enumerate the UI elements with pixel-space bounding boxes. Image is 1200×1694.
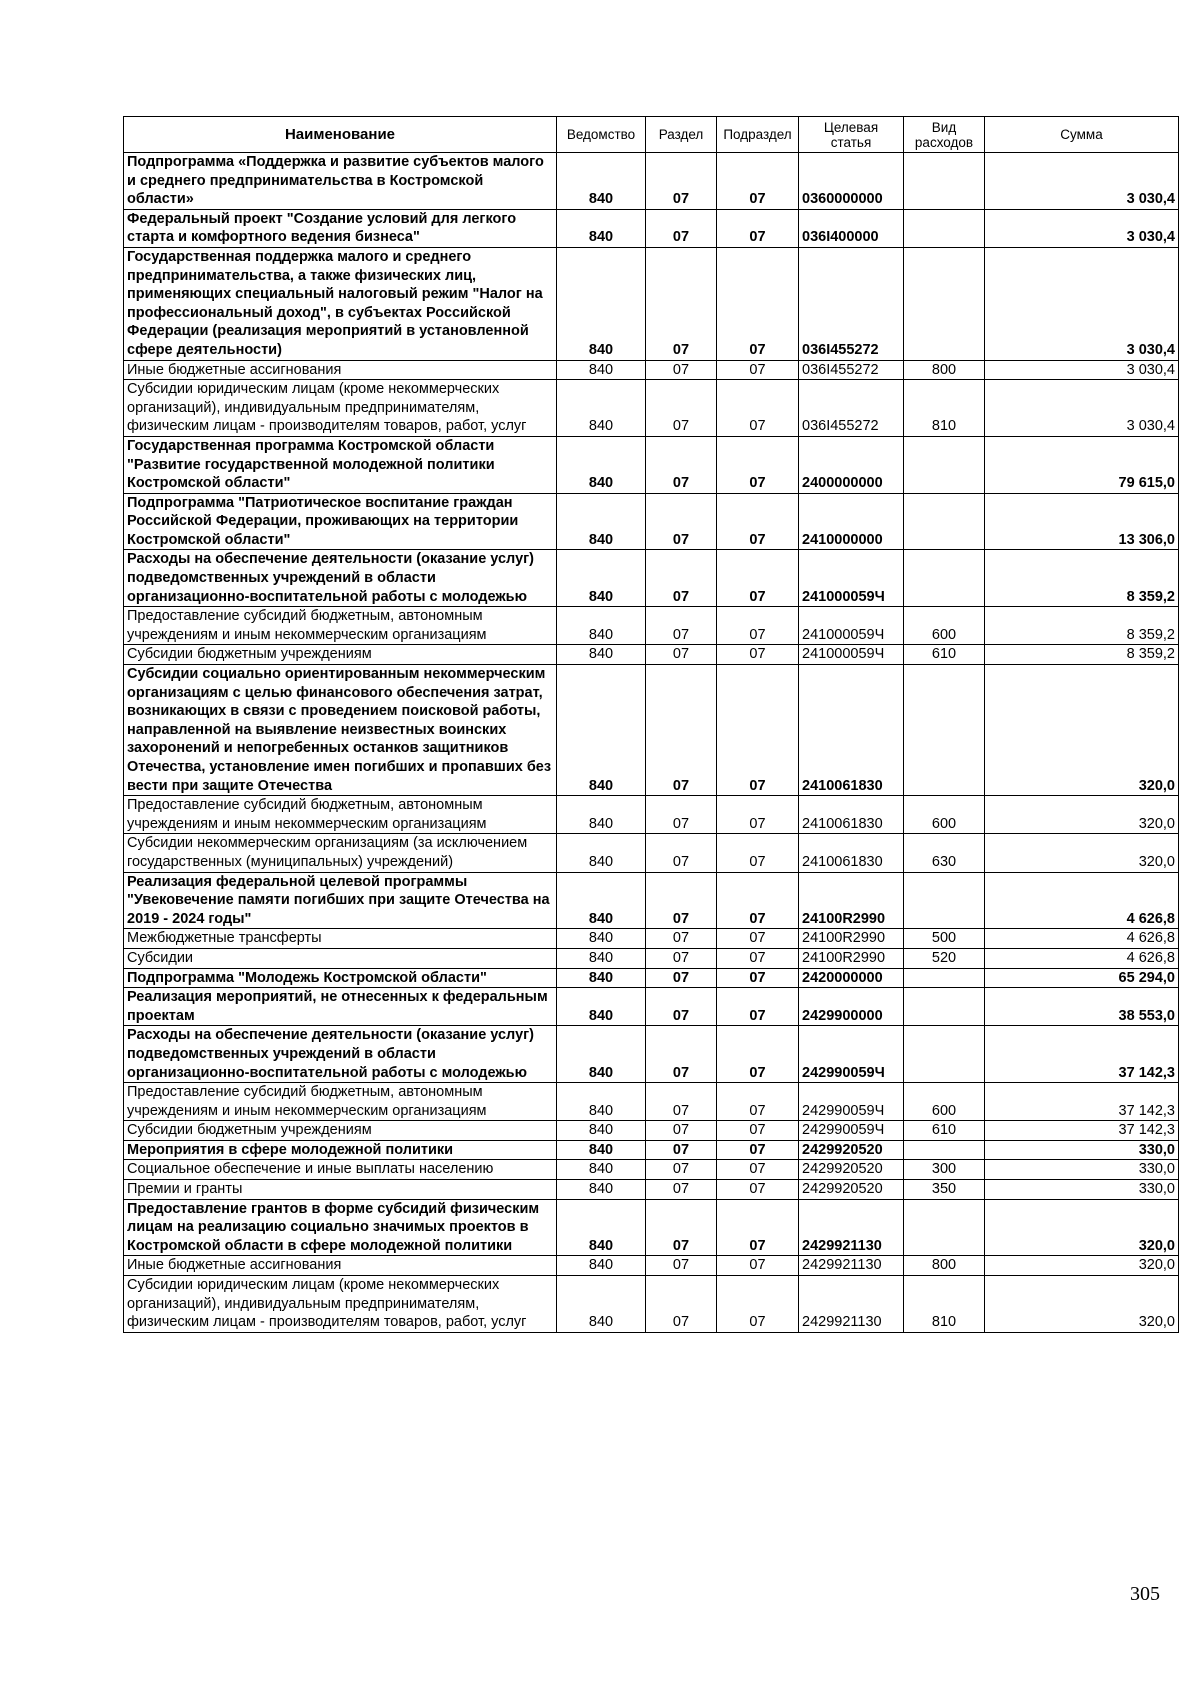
cell-vedomstvo: 840 <box>557 872 646 929</box>
header-podrazdel: Подраздел <box>717 117 799 153</box>
cell-summa: 3 030,4 <box>985 247 1179 360</box>
cell-name: Подпрограмма "Патриотическое воспитание граждан Российской Федерации, проживающих на территории Костромской области" <box>124 493 557 550</box>
cell-summa: 3 030,4 <box>985 153 1179 210</box>
cell-razdel: 07 <box>646 1083 717 1121</box>
cell-podrazdel: 07 <box>717 1199 799 1256</box>
table-row <box>124 607 1179 645</box>
table-row <box>124 360 1179 380</box>
cell-name: Государственная поддержка малого и среднего предпринимательства, а также физических лиц, применяющих специальный налоговый режим "Налог на профессиональный доход", в субъектах Российской Федерации (реализация мероприятий в установленной сфере деятельности) <box>124 247 557 360</box>
cell-podrazdel: 07 <box>717 1160 799 1180</box>
cell-summa: 37 142,3 <box>985 1026 1179 1083</box>
table-row <box>124 1180 1179 1200</box>
cell-name: Субсидии социально ориентированным некоммерческим организациям с целью финансового обеспечения затрат, возникающих в связи с проведением поисковой работы, направленной на выявление неизвестных воинских захоронений и непогребенных останков защитников Отечества, установление имен погибших и пропавших без вести при защите Отечества <box>124 665 557 796</box>
cell-vid-rashodov: 810 <box>904 380 985 437</box>
cell-vid-rashodov <box>904 1026 985 1083</box>
cell-vid-rashodov <box>904 968 985 988</box>
cell-celevaya-statya: 242990059Ч <box>799 1026 904 1083</box>
cell-name: Предоставление грантов в форме субсидий физическим лицам на реализацию социально значимых проектов в Костромской области в сфере молодежной политики <box>124 1199 557 1256</box>
cell-razdel: 07 <box>646 968 717 988</box>
cell-podrazdel: 07 <box>717 948 799 968</box>
cell-podrazdel: 07 <box>717 1121 799 1141</box>
cell-celevaya-statya: 24100R2990 <box>799 929 904 949</box>
cell-vedomstvo: 840 <box>557 1140 646 1160</box>
budget-table-container <box>123 116 1178 1333</box>
cell-summa: 4 626,8 <box>985 872 1179 929</box>
cell-razdel: 07 <box>646 665 717 796</box>
cell-razdel: 07 <box>646 360 717 380</box>
cell-name: Подпрограмма "Молодежь Костромской области" <box>124 968 557 988</box>
cell-podrazdel: 07 <box>717 834 799 872</box>
cell-name: Субсидии юридическим лицам (кроме некоммерческих организаций), индивидуальным предпринимателям, физическим лицам - производителям товаров, работ, услуг <box>124 380 557 437</box>
cell-podrazdel: 07 <box>717 209 799 247</box>
cell-name: Субсидии некоммерческим организациям (за исключением государственных (муниципальных) учреждений) <box>124 834 557 872</box>
cell-razdel: 07 <box>646 988 717 1026</box>
cell-vid-rashodov <box>904 550 985 607</box>
cell-summa: 3 030,4 <box>985 209 1179 247</box>
cell-name: Субсидии <box>124 948 557 968</box>
table-body <box>124 153 1179 1333</box>
cell-razdel: 07 <box>646 645 717 665</box>
cell-summa: 320,0 <box>985 834 1179 872</box>
cell-razdel: 07 <box>646 1276 717 1333</box>
cell-vid-rashodov <box>904 153 985 210</box>
cell-celevaya-statya: 036I455272 <box>799 360 904 380</box>
cell-celevaya-statya: 0360000000 <box>799 153 904 210</box>
cell-summa: 3 030,4 <box>985 360 1179 380</box>
cell-razdel: 07 <box>646 607 717 645</box>
table-row <box>124 988 1179 1026</box>
cell-name: Государственная программа Костромской области "Развитие государственной молодежной политики Костромской области" <box>124 436 557 493</box>
cell-razdel: 07 <box>646 1140 717 1160</box>
cell-razdel: 07 <box>646 1256 717 1276</box>
cell-summa: 37 142,3 <box>985 1121 1179 1141</box>
cell-name: Премии и гранты <box>124 1180 557 1200</box>
cell-podrazdel: 07 <box>717 929 799 949</box>
cell-celevaya-statya: 2429900000 <box>799 988 904 1026</box>
cell-vid-rashodov: 600 <box>904 1083 985 1121</box>
cell-podrazdel: 07 <box>717 247 799 360</box>
cell-vedomstvo: 840 <box>557 436 646 493</box>
table-row <box>124 1083 1179 1121</box>
cell-vedomstvo: 840 <box>557 645 646 665</box>
cell-razdel: 07 <box>646 1160 717 1180</box>
cell-podrazdel: 07 <box>717 493 799 550</box>
cell-razdel: 07 <box>646 948 717 968</box>
cell-vedomstvo: 840 <box>557 948 646 968</box>
cell-podrazdel: 07 <box>717 796 799 834</box>
cell-summa: 79 615,0 <box>985 436 1179 493</box>
cell-podrazdel: 07 <box>717 988 799 1026</box>
cell-vedomstvo: 840 <box>557 1026 646 1083</box>
cell-vid-rashodov: 800 <box>904 360 985 380</box>
cell-summa: 4 626,8 <box>985 929 1179 949</box>
cell-podrazdel: 07 <box>717 1180 799 1200</box>
cell-name: Предоставление субсидий бюджетным, автономным учреждениям и иным некоммерческим организациям <box>124 796 557 834</box>
cell-summa: 320,0 <box>985 796 1179 834</box>
cell-vedomstvo: 840 <box>557 1199 646 1256</box>
cell-razdel: 07 <box>646 1121 717 1141</box>
cell-podrazdel: 07 <box>717 1083 799 1121</box>
cell-summa: 330,0 <box>985 1140 1179 1160</box>
cell-name: Реализация мероприятий, не отнесенных к федеральным проектам <box>124 988 557 1026</box>
cell-vedomstvo: 840 <box>557 1121 646 1141</box>
cell-podrazdel: 07 <box>717 153 799 210</box>
cell-vedomstvo: 840 <box>557 968 646 988</box>
cell-vid-rashodov: 600 <box>904 796 985 834</box>
cell-name: Межбюджетные трансферты <box>124 929 557 949</box>
cell-vid-rashodov: 350 <box>904 1180 985 1200</box>
table-row <box>124 929 1179 949</box>
table-row <box>124 380 1179 437</box>
cell-celevaya-statya: 2429921130 <box>799 1256 904 1276</box>
cell-celevaya-statya: 242990059Ч <box>799 1083 904 1121</box>
cell-name: Расходы на обеспечение деятельности (оказание услуг) подведомственных учреждений в области организационно-воспитательной работы с молодежью <box>124 550 557 607</box>
cell-vid-rashodov <box>904 1140 985 1160</box>
cell-vedomstvo: 840 <box>557 834 646 872</box>
cell-name: Мероприятия в сфере молодежной политики <box>124 1140 557 1160</box>
table-row <box>124 834 1179 872</box>
table-row <box>124 493 1179 550</box>
cell-podrazdel: 07 <box>717 872 799 929</box>
cell-vedomstvo: 840 <box>557 988 646 1026</box>
cell-vedomstvo: 840 <box>557 665 646 796</box>
table-row <box>124 1160 1179 1180</box>
budget-table <box>123 116 1179 1333</box>
table-row <box>124 1121 1179 1141</box>
cell-vedomstvo: 840 <box>557 550 646 607</box>
cell-vedomstvo: 840 <box>557 380 646 437</box>
cell-vid-rashodov: 630 <box>904 834 985 872</box>
cell-summa: 320,0 <box>985 1276 1179 1333</box>
cell-razdel: 07 <box>646 436 717 493</box>
cell-summa: 65 294,0 <box>985 968 1179 988</box>
cell-name: Субсидии бюджетным учреждениям <box>124 645 557 665</box>
cell-podrazdel: 07 <box>717 436 799 493</box>
cell-podrazdel: 07 <box>717 968 799 988</box>
cell-summa: 8 359,2 <box>985 550 1179 607</box>
cell-celevaya-statya: 2420000000 <box>799 968 904 988</box>
cell-celevaya-statya: 036I400000 <box>799 209 904 247</box>
cell-name: Субсидии бюджетным учреждениям <box>124 1121 557 1141</box>
cell-celevaya-statya: 2410061830 <box>799 834 904 872</box>
cell-razdel: 07 <box>646 834 717 872</box>
header-name: Наименование <box>124 117 557 153</box>
cell-summa: 330,0 <box>985 1180 1179 1200</box>
table-row <box>124 1199 1179 1256</box>
header-razdel: Раздел <box>646 117 717 153</box>
cell-celevaya-statya: 2410061830 <box>799 665 904 796</box>
cell-vedomstvo: 840 <box>557 247 646 360</box>
cell-vedomstvo: 840 <box>557 796 646 834</box>
table-row <box>124 1256 1179 1276</box>
cell-celevaya-statya: 241000059Ч <box>799 645 904 665</box>
cell-celevaya-statya: 036I455272 <box>799 247 904 360</box>
cell-vid-rashodov: 520 <box>904 948 985 968</box>
cell-celevaya-statya: 241000059Ч <box>799 607 904 645</box>
cell-celevaya-statya: 2429921130 <box>799 1276 904 1333</box>
cell-razdel: 07 <box>646 1026 717 1083</box>
cell-podrazdel: 07 <box>717 1256 799 1276</box>
table-row <box>124 209 1179 247</box>
cell-celevaya-statya: 2410000000 <box>799 493 904 550</box>
cell-vid-rashodov <box>904 436 985 493</box>
table-row <box>124 1026 1179 1083</box>
cell-summa: 3 030,4 <box>985 380 1179 437</box>
cell-vid-rashodov: 600 <box>904 607 985 645</box>
header-summa: Сумма <box>985 117 1179 153</box>
table-row <box>124 1276 1179 1333</box>
cell-celevaya-statya: 24100R2990 <box>799 948 904 968</box>
cell-celevaya-statya: 24100R2990 <box>799 872 904 929</box>
cell-razdel: 07 <box>646 493 717 550</box>
cell-vedomstvo: 840 <box>557 929 646 949</box>
cell-vid-rashodov <box>904 1199 985 1256</box>
table-header-row <box>124 117 1179 153</box>
cell-podrazdel: 07 <box>717 1140 799 1160</box>
table-row <box>124 796 1179 834</box>
cell-vedomstvo: 840 <box>557 209 646 247</box>
page-number: 305 <box>1130 1583 1160 1605</box>
cell-vid-rashodov: 610 <box>904 645 985 665</box>
cell-vedomstvo: 840 <box>557 1160 646 1180</box>
cell-vid-rashodov <box>904 988 985 1026</box>
cell-vid-rashodov: 500 <box>904 929 985 949</box>
cell-podrazdel: 07 <box>717 665 799 796</box>
cell-summa: 320,0 <box>985 1256 1179 1276</box>
table-row <box>124 153 1179 210</box>
cell-vedomstvo: 840 <box>557 1256 646 1276</box>
table-row <box>124 1140 1179 1160</box>
cell-vid-rashodov: 810 <box>904 1276 985 1333</box>
cell-vid-rashodov <box>904 247 985 360</box>
cell-vid-rashodov <box>904 665 985 796</box>
cell-name: Расходы на обеспечение деятельности (оказание услуг) подведомственных учреждений в области организационно-воспитательной работы с молодежью <box>124 1026 557 1083</box>
cell-summa: 320,0 <box>985 665 1179 796</box>
cell-celevaya-statya: 2400000000 <box>799 436 904 493</box>
cell-vid-rashodov: 300 <box>904 1160 985 1180</box>
cell-vedomstvo: 840 <box>557 153 646 210</box>
cell-vedomstvo: 840 <box>557 493 646 550</box>
cell-podrazdel: 07 <box>717 1276 799 1333</box>
cell-summa: 8 359,2 <box>985 607 1179 645</box>
cell-razdel: 07 <box>646 380 717 437</box>
cell-vedomstvo: 840 <box>557 360 646 380</box>
cell-name: Социальное обеспечение и иные выплаты населению <box>124 1160 557 1180</box>
cell-summa: 37 142,3 <box>985 1083 1179 1121</box>
header-vedomstvo: Ведомство <box>557 117 646 153</box>
cell-summa: 320,0 <box>985 1199 1179 1256</box>
cell-vedomstvo: 840 <box>557 1276 646 1333</box>
cell-summa: 330,0 <box>985 1160 1179 1180</box>
cell-razdel: 07 <box>646 1199 717 1256</box>
table-row <box>124 645 1179 665</box>
table-row <box>124 948 1179 968</box>
cell-name: Субсидии юридическим лицам (кроме некоммерческих организаций), индивидуальным предпринимателям, физическим лицам - производителям товаров, работ, услуг <box>124 1276 557 1333</box>
cell-name: Федеральный проект "Создание условий для легкого старта и комфортного ведения бизнеса" <box>124 209 557 247</box>
cell-celevaya-statya: 241000059Ч <box>799 550 904 607</box>
cell-celevaya-statya: 2410061830 <box>799 796 904 834</box>
cell-name: Реализация федеральной целевой программы "Увековечение памяти погибших при защите Отечества на 2019 - 2024 годы" <box>124 872 557 929</box>
cell-vedomstvo: 840 <box>557 607 646 645</box>
cell-celevaya-statya: 2429920520 <box>799 1140 904 1160</box>
cell-vedomstvo: 840 <box>557 1180 646 1200</box>
table-row <box>124 665 1179 796</box>
cell-podrazdel: 07 <box>717 380 799 437</box>
cell-razdel: 07 <box>646 872 717 929</box>
table-row <box>124 247 1179 360</box>
cell-vid-rashodov: 800 <box>904 1256 985 1276</box>
cell-razdel: 07 <box>646 796 717 834</box>
table-row <box>124 550 1179 607</box>
cell-razdel: 07 <box>646 153 717 210</box>
cell-razdel: 07 <box>646 1180 717 1200</box>
cell-summa: 8 359,2 <box>985 645 1179 665</box>
table-row <box>124 872 1179 929</box>
cell-name: Иные бюджетные ассигнования <box>124 1256 557 1276</box>
cell-razdel: 07 <box>646 550 717 607</box>
cell-vid-rashodov <box>904 209 985 247</box>
cell-name: Предоставление субсидий бюджетным, автономным учреждениям и иным некоммерческим организациям <box>124 607 557 645</box>
header-vid-rashodov: Вид расходов <box>904 117 985 153</box>
cell-vid-rashodov <box>904 493 985 550</box>
cell-celevaya-statya: 2429920520 <box>799 1180 904 1200</box>
cell-vid-rashodov: 610 <box>904 1121 985 1141</box>
cell-podrazdel: 07 <box>717 360 799 380</box>
cell-vid-rashodov <box>904 872 985 929</box>
header-celevaya-statya: Целевая статья <box>799 117 904 153</box>
cell-summa: 38 553,0 <box>985 988 1179 1026</box>
cell-podrazdel: 07 <box>717 550 799 607</box>
cell-razdel: 07 <box>646 247 717 360</box>
cell-podrazdel: 07 <box>717 1026 799 1083</box>
cell-celevaya-statya: 242990059Ч <box>799 1121 904 1141</box>
cell-podrazdel: 07 <box>717 645 799 665</box>
table-row <box>124 436 1179 493</box>
table-row <box>124 968 1179 988</box>
cell-summa: 13 306,0 <box>985 493 1179 550</box>
cell-summa: 4 626,8 <box>985 948 1179 968</box>
cell-razdel: 07 <box>646 929 717 949</box>
cell-name: Подпрограмма «Поддержка и развитие субъектов малого и среднего предпринимательства в Костромской области» <box>124 153 557 210</box>
cell-celevaya-statya: 036I455272 <box>799 380 904 437</box>
cell-celevaya-statya: 2429920520 <box>799 1160 904 1180</box>
cell-razdel: 07 <box>646 209 717 247</box>
cell-podrazdel: 07 <box>717 607 799 645</box>
cell-name: Предоставление субсидий бюджетным, автономным учреждениям и иным некоммерческим организациям <box>124 1083 557 1121</box>
cell-vedomstvo: 840 <box>557 1083 646 1121</box>
cell-name: Иные бюджетные ассигнования <box>124 360 557 380</box>
cell-celevaya-statya: 2429921130 <box>799 1199 904 1256</box>
